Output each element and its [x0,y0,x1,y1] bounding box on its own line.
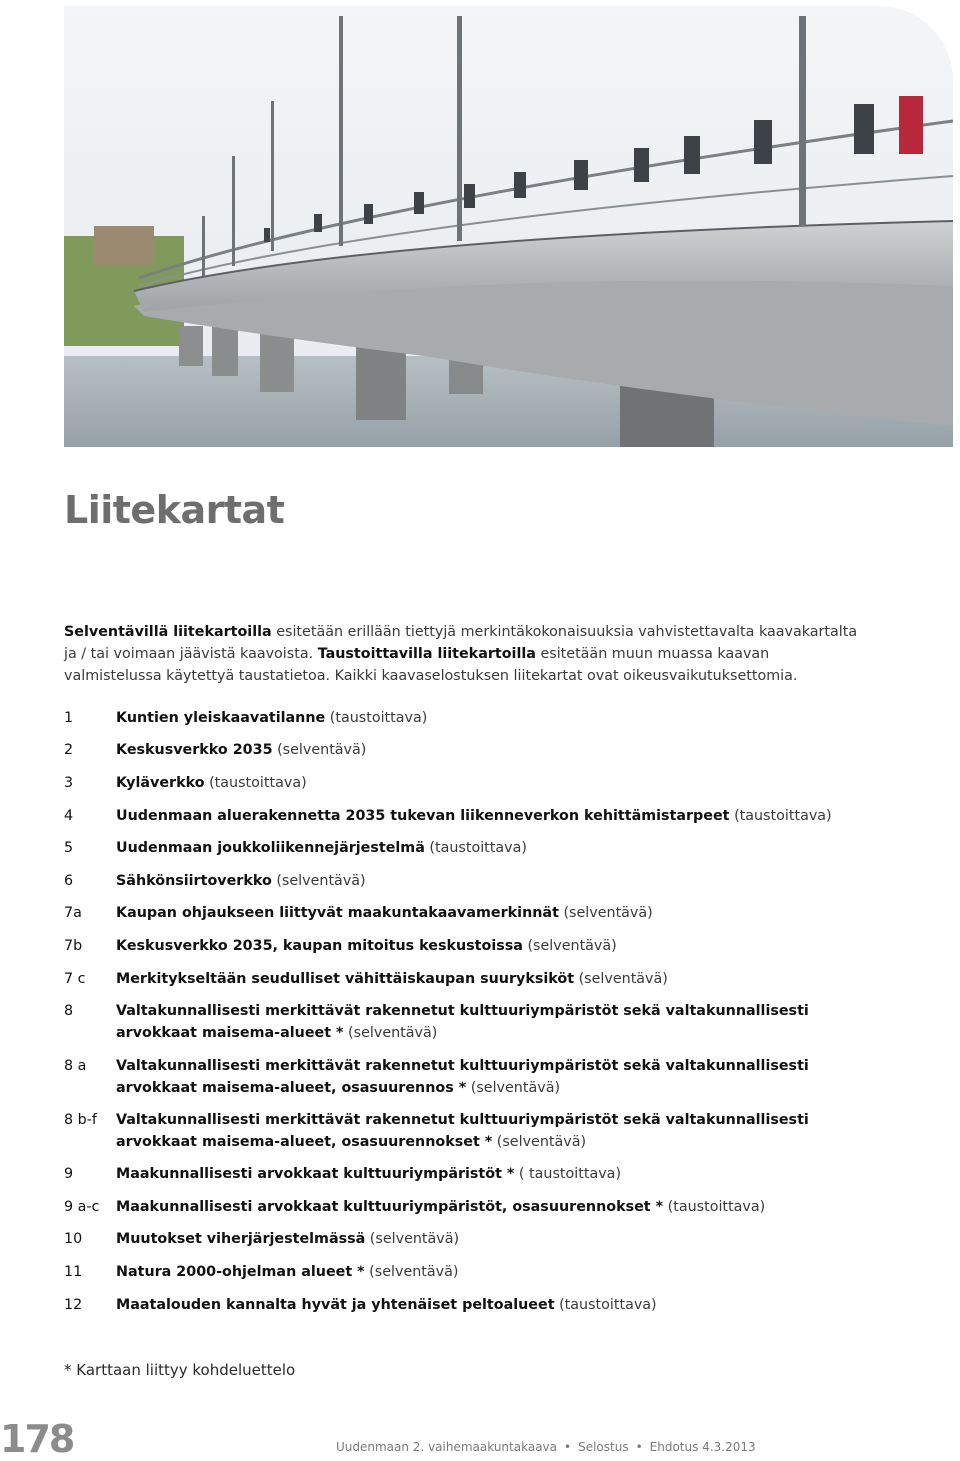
item-number: 8 b-f [64,1112,97,1128]
item-name: Uudenmaan joukkoliikennejärjestelmä [116,840,425,856]
list-item [64,969,864,991]
list-item [64,1056,864,1099]
footer-separator: • [564,1440,572,1454]
footnote: * Karttaan liittyy kohdeluettelo [64,1361,296,1379]
intro-text-2: esitetään muun muassa kaavan valmistelussa käytettyä taustatietoa. Kaikki kaavaselostuksen liitekartat ovat oikeusvaikutuksettomia. [64,646,798,684]
item-type: (selventävä) [466,1079,561,1096]
item-type: (selventävä) [271,873,366,889]
item-number: 9 a-c [64,1199,100,1215]
bridge-fishermen-illustration [64,6,953,447]
footer-section: Selostus [578,1440,629,1454]
list-item [64,708,864,730]
item-name: Kaupan ohjaukseen liittyvät maakuntakaavamerkinnät [116,905,559,921]
item-name: Maakunnallisesti arvokkaat kulttuuriympäristöt, osasuurennokset * [116,1199,664,1215]
item-name: Natura 2000-ohjelman alueet * [116,1264,365,1280]
item-number: 6 [64,873,74,889]
item-number: 5 [64,840,74,856]
item-name: Valtakunnallisesti merkittävät rakennetut kulttuuriympäristöt sekä valtakunnallisesti arvokkaat maisema-alueet * [116,1003,809,1041]
item-type: (taustoittava) [325,710,428,726]
list-item [64,1110,864,1153]
item-number: 12 [64,1297,83,1313]
footer-version: Ehdotus 4.3.2013 [649,1440,756,1454]
list-item [64,838,864,860]
item-number: 7b [64,938,83,954]
item-number: 1 [64,710,74,726]
list-item [64,903,864,925]
list-item [64,1164,864,1186]
item-number: 7a [64,905,82,921]
item-type: ( taustoittava) [514,1166,622,1182]
item-type: (selventävä) [574,971,668,987]
item-type: (taustoittava) [663,1199,766,1215]
item-number: 7 c [64,971,86,987]
list-item [64,1001,864,1044]
item-name: Uudenmaan aluerakennetta 2035 tukevan liikenneverkon kehittämistarpeet [116,808,730,824]
item-type: (taustoittava) [424,840,527,856]
item-name: Keskusverkko 2035, kaupan mitoitus keskustoissa [116,938,523,954]
page-number: 178 [0,1417,74,1461]
list-item [64,1197,864,1219]
item-name: Valtakunnallisesti merkittävät rakennetut kulttuuriympäristöt sekä valtakunnallisesti arvokkaat maisema-alueet, osasuurennos * [116,1058,809,1096]
bridge-photo [64,6,953,447]
intro-paragraph [64,621,864,687]
list-item [64,1262,864,1284]
item-number: 9 [64,1166,74,1182]
page-footer [336,1440,756,1454]
intro-text-1: esitetään erillään tiettyjä merkintäkokonaisuuksia vahvistettavalta kaavakartalta ja / tai voimaan jäävistä kaavoista. [64,624,858,662]
page-title: Liitekartat [64,488,285,532]
item-number: 11 [64,1264,83,1280]
item-type: (selventävä) [522,938,617,954]
list-item [64,740,864,762]
item-number: 8 a [64,1058,87,1074]
item-type: (selventävä) [343,1024,438,1041]
item-number: 3 [64,775,74,791]
item-type: (selventävä) [272,742,367,758]
footer-separator: • [635,1440,643,1454]
item-name: Kuntien yleiskaavatilanne [116,710,326,726]
item-number: 2 [64,742,74,758]
intro-term-selventava: Selventävillä liitekartoilla [64,624,272,640]
item-name: Keskusverkko 2035 [116,742,273,758]
item-type: (selventävä) [364,1264,459,1280]
list-item [64,1295,864,1317]
item-type: (taustoittava) [204,775,307,791]
item-name: Muutokset viherjärjestelmässä [116,1231,366,1247]
item-name: Kyläverkko [116,775,205,791]
list-item [64,773,864,795]
list-item [64,1229,864,1251]
intro-term-taustoittava: Taustoittavilla liitekartoilla [317,646,536,662]
item-name: Maakunnallisesti arvokkaat kulttuuriympäristöt * [116,1166,515,1182]
item-type: (selventävä) [492,1133,587,1150]
item-number: 8 [64,1003,74,1019]
item-name: Valtakunnallisesti merkittävät rakennetut kulttuuriympäristöt sekä valtakunnallisesti arvokkaat maisema-alueet, osasuurennokset * [116,1112,809,1150]
item-type: (taustoittava) [729,808,832,824]
item-name: Sähkönsiirtoverkko [116,873,272,889]
item-type: (selventävä) [365,1231,460,1247]
item-name: Merkitykseltään seudulliset vähittäiskaupan suuryksiköt [116,971,575,987]
list-item [64,936,864,958]
item-number: 10 [64,1231,83,1247]
list-item [64,871,864,893]
item-type: (selventävä) [558,905,653,921]
list-item [64,806,864,828]
item-type: (taustoittava) [554,1297,657,1313]
item-name: Maatalouden kannalta hyvät ja yhtenäiset peltoalueet [116,1297,555,1313]
item-number: 4 [64,808,74,824]
footer-document: Uudenmaan 2. vaihemaakuntakaava [336,1440,557,1454]
